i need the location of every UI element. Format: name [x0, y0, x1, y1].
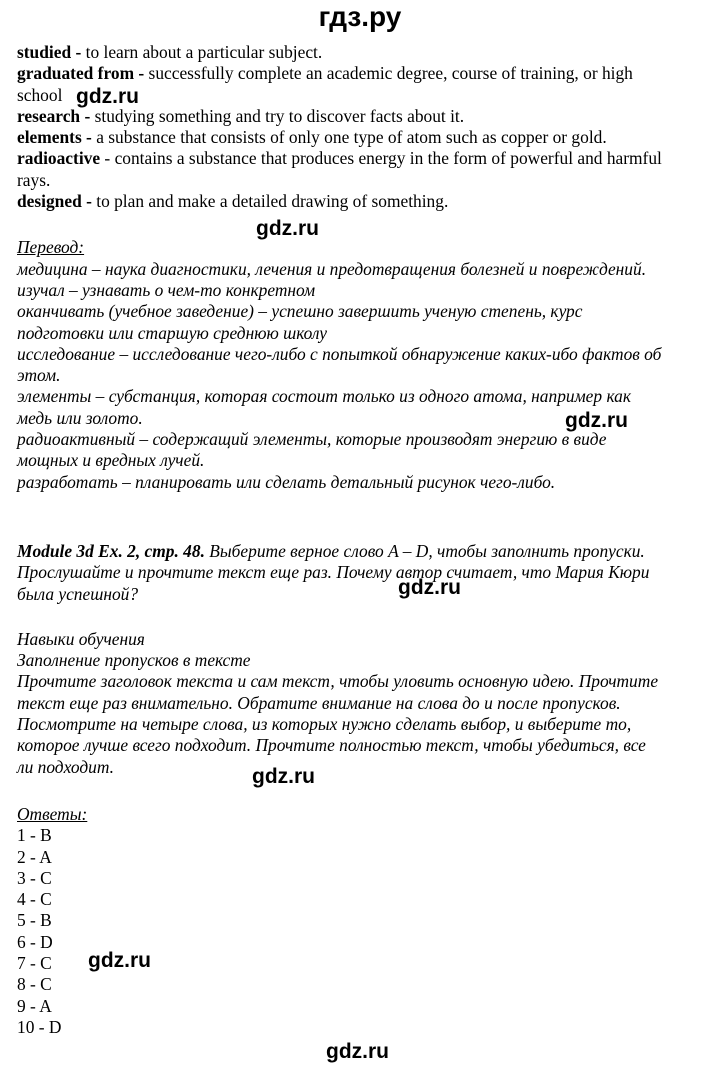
translation-line: разработать – планировать или сделать детальный рисунок чего-либо. [17, 471, 556, 492]
translation-line: этом. [17, 365, 61, 386]
skills-line: Прочтите заголовок текста и сам текст, чтобы уловить основную идею. Прочтите [17, 671, 659, 692]
translation-line: исследование – исследование чего-либо с попыткой обнаружение каких-ибо фактов об [17, 343, 662, 364]
exercise-label: Module 3d Ex. 2, стр. 48. [17, 540, 205, 561]
watermark: gdz.ru [252, 765, 315, 788]
watermark: gdz.ru [398, 576, 461, 599]
exercise-line: Module 3d Ex. 2, стр. 48. Выберите верное слово A – D, чтобы заполнить пропуски. [17, 540, 645, 561]
answer-item: 1 - B [17, 825, 52, 846]
answer-item: 5 - B [17, 910, 52, 931]
translation-line: медицина – наука диагностики, лечения и предотвращения болезней и повреждений. [17, 258, 647, 279]
skills-line: которое лучше всего подходит. Прочтите полностью текст, чтобы убедиться, все [17, 735, 646, 756]
skills-section [17, 629, 707, 778]
exercise-line: Прослушайте и прочтите текст еще раз. Почему автор считает, что Мария Кюри [17, 562, 650, 583]
translation-line: радиоактивный – содержащий элементы, которые производят энергию в виде [17, 429, 607, 450]
skills-line: ли подходит. [17, 756, 114, 777]
glossary-line: radioactive - contains a substance that produces energy in the form of powerful and harmful [17, 148, 662, 169]
translation-section [17, 237, 707, 493]
translation-line: изучал – узнавать о чем-то конкретном [17, 279, 316, 300]
watermark: gdz.ru [256, 217, 319, 240]
translation-line: элементы – субстанция, которая состоит только из одного атома, например как [17, 386, 631, 407]
glossary-line: research - studying something and try to discover facts about it. [17, 105, 465, 126]
glossary-line: rays. [17, 169, 51, 190]
exercise-section [17, 541, 707, 605]
answer-item: 9 - A [17, 995, 52, 1016]
answers-heading: Ответы: [17, 803, 88, 824]
watermark: gdz.ru [76, 85, 139, 108]
glossary-line: studied - to learn about a particular subject. [17, 42, 323, 62]
glossary-line: designed - to plan and make a detailed drawing of something. [17, 191, 449, 212]
skills-line: текст еще раз внимательно. Обратите внимание на слова до и после пропусков. [17, 692, 621, 713]
exercise-line: была успешной? [17, 583, 139, 604]
skills-line: Заполнение пропусков в тексте [17, 650, 251, 671]
glossary-line: graduated from - successfully complete an academic degree, course of training, or high [17, 63, 633, 84]
answer-item: 4 - C [17, 889, 52, 910]
answer-item: 3 - C [17, 867, 52, 888]
answer-item: 6 - D [17, 931, 53, 952]
answer-item: 10 - D [17, 1016, 62, 1037]
translation-line: оканчивать (учебное заведение) – успешно завершить ученую степень, курс [17, 301, 583, 322]
watermark: gdz.ru [326, 1040, 389, 1063]
glossary-line: elements - a substance that consists of only one type of atom such as copper or gold. [17, 127, 607, 148]
translation-line: мощных и вредных лучей. [17, 450, 205, 471]
skills-line: Навыки обучения [17, 628, 145, 649]
answer-item: 2 - A [17, 846, 52, 867]
answers-section [17, 804, 707, 1038]
glossary [17, 42, 707, 212]
answer-item: 8 - C [17, 974, 52, 995]
watermark: gdz.ru [565, 409, 628, 432]
page-header-title: гдз.ру [318, 1, 402, 32]
answer-item: 7 - C [17, 952, 52, 973]
glossary-line: school [17, 84, 63, 105]
document-body [17, 42, 707, 1038]
skills-line: Посмотрите на четыре слова, из которых нужно сделать выбор, и выберите то, [17, 714, 632, 735]
translation-line: подготовки или старшую среднюю школу [17, 322, 328, 343]
watermark: gdz.ru [88, 949, 151, 972]
translation-line: медь или золото. [17, 407, 143, 428]
translation-heading: Перевод: [17, 237, 85, 258]
